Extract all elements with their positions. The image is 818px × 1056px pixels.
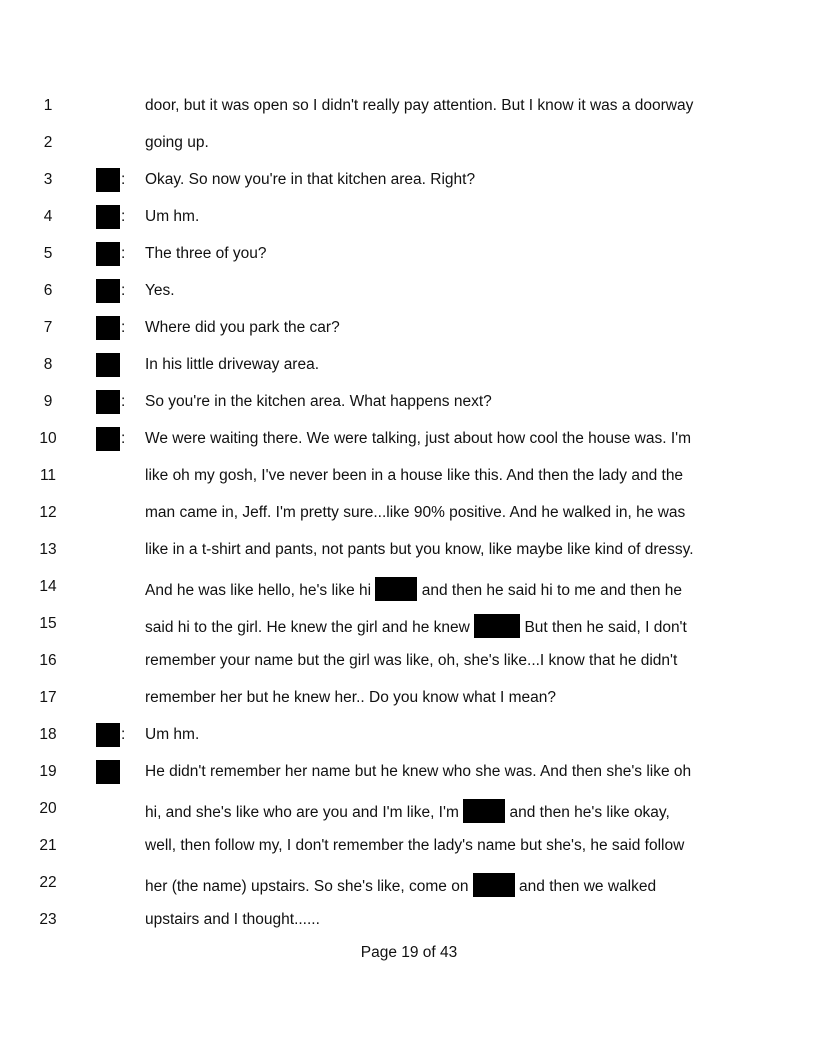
line-number: 4 bbox=[43, 208, 53, 225]
redaction-box bbox=[463, 799, 505, 823]
line-text: Okay. So now you're in that kitchen area. Right? bbox=[145, 171, 476, 188]
redaction-box bbox=[96, 316, 120, 340]
redaction-box bbox=[96, 427, 120, 451]
transcript-line bbox=[0, 799, 818, 836]
redaction-box bbox=[96, 760, 120, 784]
redaction-box bbox=[96, 168, 120, 192]
redaction-box bbox=[96, 205, 120, 229]
line-number: 18 bbox=[39, 726, 57, 743]
line-text: So you're in the kitchen area. What happens next? bbox=[145, 393, 492, 410]
speaker-label: : bbox=[96, 316, 125, 340]
transcript-line bbox=[0, 910, 818, 947]
transcript-line bbox=[0, 392, 818, 429]
line-text: remember your name but the girl was like, oh, she's like...I know that he didn't bbox=[145, 652, 678, 669]
line-number: 7 bbox=[43, 319, 53, 336]
line-text: like oh my gosh, I've never been in a house like this. And then the lady and the bbox=[145, 467, 684, 484]
line-text: Um hm. bbox=[145, 726, 200, 743]
transcript-line bbox=[0, 836, 818, 873]
line-number: 22 bbox=[39, 874, 57, 891]
page-number: Page 19 of 43 bbox=[360, 944, 458, 961]
transcript-line bbox=[0, 170, 818, 207]
line-number: 23 bbox=[39, 911, 57, 928]
line-text: door, but it was open so I didn't really pay attention. But I know it was a doorway bbox=[145, 97, 694, 114]
line-text: her (the name) upstairs. So she's like, come on and then we walked bbox=[145, 873, 656, 897]
redaction-box bbox=[474, 614, 520, 638]
line-number: 12 bbox=[39, 504, 57, 521]
transcript-line bbox=[0, 688, 818, 725]
transcript-line bbox=[0, 244, 818, 281]
line-text: going up. bbox=[145, 134, 209, 151]
redaction-box bbox=[96, 723, 120, 747]
line-number: 11 bbox=[39, 467, 57, 484]
transcript-line bbox=[0, 762, 818, 799]
speaker-label: : bbox=[96, 205, 125, 229]
transcript-line bbox=[0, 207, 818, 244]
line-number: 17 bbox=[39, 689, 57, 706]
line-number: 20 bbox=[39, 800, 57, 817]
speaker-label: : bbox=[96, 242, 125, 266]
transcript-line bbox=[0, 318, 818, 355]
transcript-line bbox=[0, 873, 818, 910]
line-number: 9 bbox=[43, 393, 53, 410]
speaker-label: : bbox=[96, 168, 125, 192]
line-number: 13 bbox=[39, 541, 57, 558]
transcript-line bbox=[0, 133, 818, 170]
line-text: said hi to the girl. He knew the girl and he knew But then he said, I don't bbox=[145, 614, 687, 638]
line-text: Yes. bbox=[145, 282, 175, 299]
transcript-line bbox=[0, 725, 818, 762]
redaction-box bbox=[96, 279, 120, 303]
line-text: We were waiting there. We were talking, just about how cool the house was. I'm bbox=[145, 430, 692, 447]
transcript-line bbox=[0, 281, 818, 318]
transcript-line bbox=[0, 503, 818, 540]
line-text: Where did you park the car? bbox=[145, 319, 340, 336]
line-text: And he was like hello, he's like hi and then he said hi to me and then he bbox=[145, 577, 682, 601]
line-text: well, then follow my, I don't remember the lady's name but she's, he said follow bbox=[145, 837, 685, 854]
line-number: 16 bbox=[39, 652, 57, 669]
speaker-label bbox=[96, 353, 121, 377]
redaction-box bbox=[473, 873, 515, 897]
line-number: 5 bbox=[43, 245, 53, 262]
line-text: Um hm. bbox=[145, 208, 200, 225]
transcript-line bbox=[0, 577, 818, 614]
line-text: He didn't remember her name but he knew who she was. And then she's like oh bbox=[145, 763, 692, 780]
line-number: 8 bbox=[43, 356, 53, 373]
speaker-label: : bbox=[96, 279, 125, 303]
redaction-box bbox=[96, 390, 120, 414]
line-text: hi, and she's like who are you and I'm like, I'm and then he's like okay, bbox=[145, 799, 670, 823]
redaction-box bbox=[375, 577, 417, 601]
line-text: In his little driveway area. bbox=[145, 356, 320, 373]
line-number: 1 bbox=[43, 97, 53, 114]
line-text: upstairs and I thought...... bbox=[145, 911, 320, 928]
line-number: 10 bbox=[39, 430, 57, 447]
line-text: man came in, Jeff. I'm pretty sure...like 90% positive. And he walked in, he was bbox=[145, 504, 686, 521]
transcript-line bbox=[0, 651, 818, 688]
speaker-label bbox=[96, 760, 121, 784]
transcript-line bbox=[0, 429, 818, 466]
transcript-line bbox=[0, 614, 818, 651]
line-number: 2 bbox=[43, 134, 53, 151]
redaction-box bbox=[96, 242, 120, 266]
transcript-line bbox=[0, 96, 818, 133]
line-number: 14 bbox=[39, 578, 57, 595]
speaker-label: : bbox=[96, 723, 125, 747]
line-text: The three of you? bbox=[145, 245, 267, 262]
line-number: 15 bbox=[39, 615, 57, 632]
line-text: remember her but he knew her.. Do you know what I mean? bbox=[145, 689, 556, 706]
transcript-line bbox=[0, 540, 818, 577]
redaction-box bbox=[96, 353, 120, 377]
line-number: 19 bbox=[39, 763, 57, 780]
transcript-line bbox=[0, 466, 818, 503]
line-number: 3 bbox=[43, 171, 53, 188]
speaker-label: : bbox=[96, 427, 125, 451]
line-number: 21 bbox=[39, 837, 57, 854]
line-number: 6 bbox=[43, 282, 53, 299]
line-text: like in a t-shirt and pants, not pants but you know, like maybe like kind of dressy. bbox=[145, 541, 694, 558]
transcript-line bbox=[0, 355, 818, 392]
speaker-label: : bbox=[96, 390, 125, 414]
